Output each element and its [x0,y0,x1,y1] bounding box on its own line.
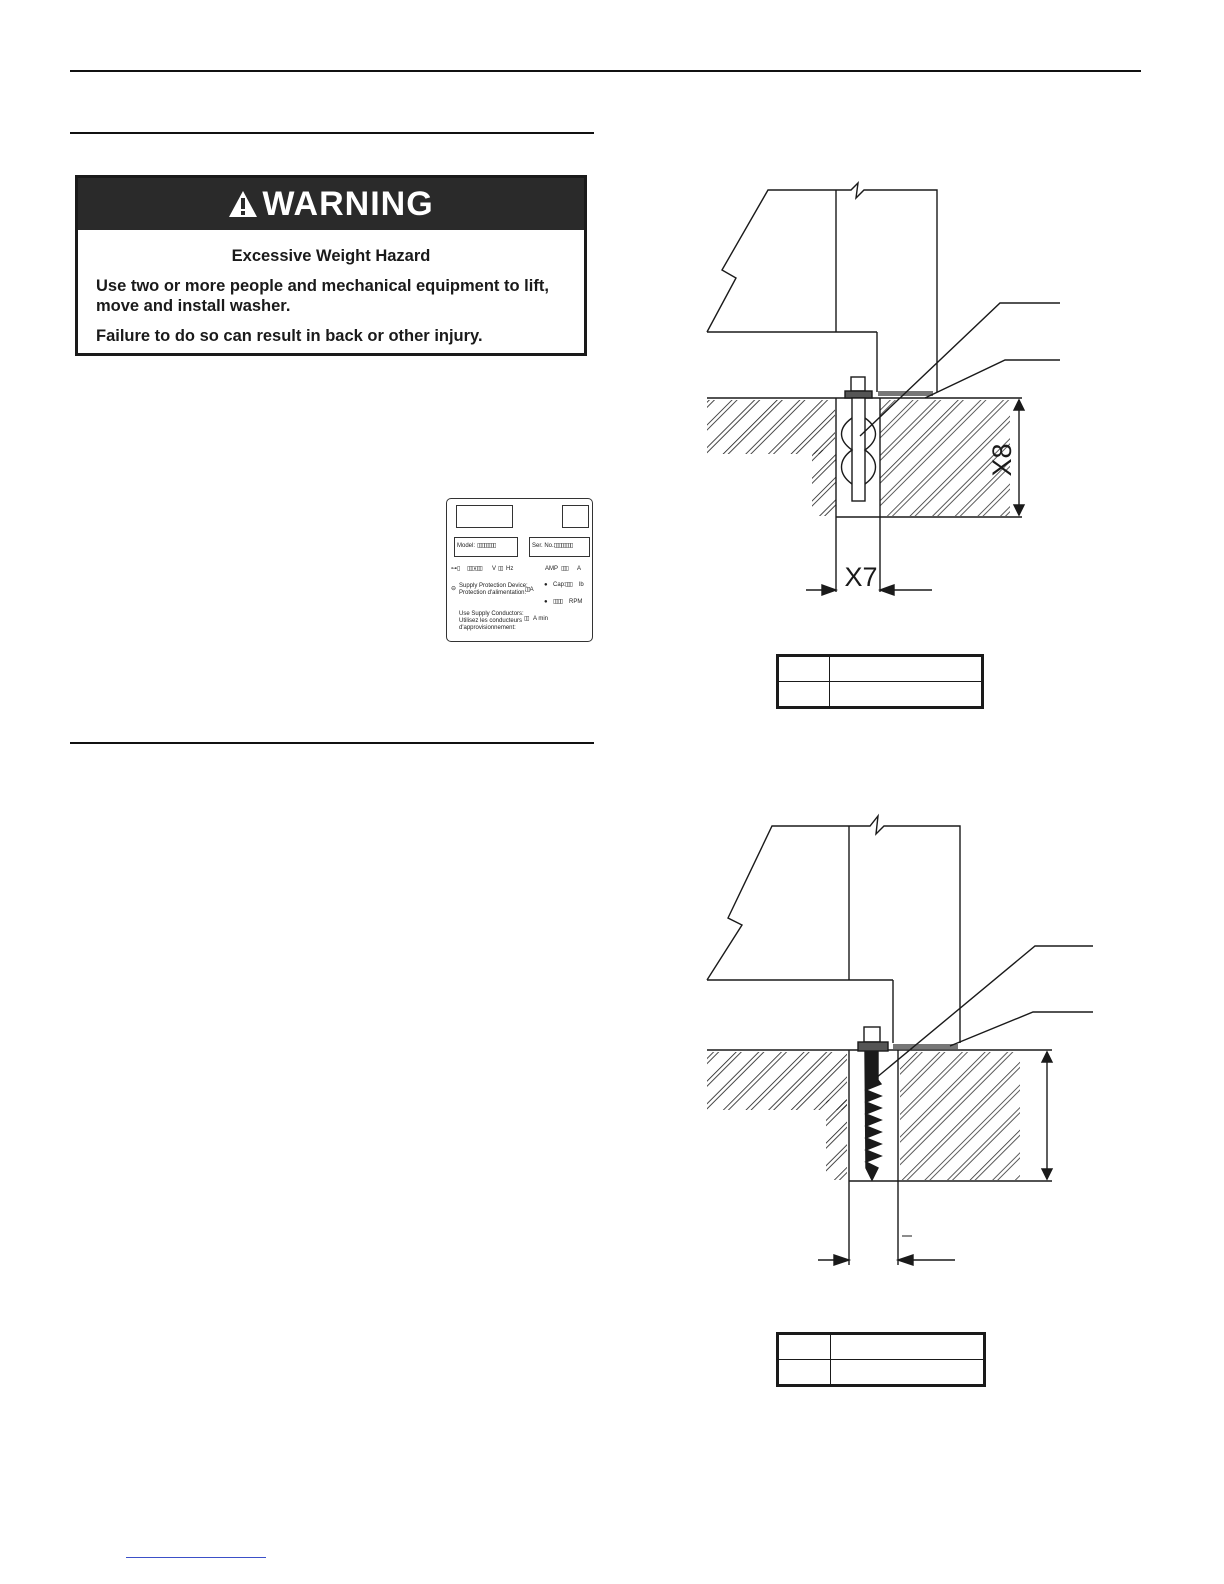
plate-v-label: V [492,566,497,572]
dim-label-x8: X8 [987,443,1017,477]
plate-volt-cells: ▯▯▯-▯▯▯ [467,566,482,572]
warning-title: Excessive Weight Hazard [231,247,431,265]
table-cell [830,656,983,682]
plate-serial-label: Ser. No.: [532,543,556,549]
plate-amp-label: AMP [545,566,559,572]
plate-lb-label: lb [579,582,584,588]
plate-amin-label: A min [533,616,549,622]
table-cell [778,1334,831,1360]
spec-table-2 [776,1332,986,1387]
warning-line-1: Use two or more people and mechanical equipment to lift, move and install washer. [96,277,549,315]
plate-supply-protection: Supply Protection Device: [459,583,528,589]
table-cell [778,1360,831,1386]
table-cell [831,1334,985,1360]
plate-approvisionnement: d'approvisionnement: [459,625,516,631]
plate-a-label: A [577,566,582,572]
table-cell [778,682,830,708]
warning-header-text: WARNING [262,184,434,223]
plate-rpm-label: RPM [569,599,583,605]
plate-use-supply: Use Supply Conductors: [459,611,524,617]
plate-protection-fr: Protection d'alimentation: [459,590,527,596]
dim-label-x7: X7 [844,562,878,592]
plate-fuse-cells: ▯▯A [525,587,533,593]
plate-utilisez: Utilisez les conducteurs [459,618,523,624]
table-cell [778,656,830,682]
warning-line-2: Failure to do so can result in back or other injury. [96,327,483,345]
plate-amp-cells: ▯▯▯ [561,566,568,572]
footer-link-underline[interactable] [126,1557,266,1558]
figure-expansion-anchor [707,183,1060,595]
plate-hz-cells: ▯▯ [498,566,503,572]
plate-rpm-cells: ▯▯▯▯ [553,599,563,605]
plate-hz-label: Hz [506,566,514,572]
plate-plug-icon: ⊶▯ [451,566,461,572]
spec-table-1 [776,654,984,709]
table-cell [831,1360,985,1386]
plate-weight-icon: ● [544,582,548,588]
plate-cap-cells: ▯▯▯ [565,582,572,588]
plate-conductor-cells: ▯▯ [524,616,529,622]
table-cell [830,682,983,708]
plate-fuse-icon: ⊖ [451,586,457,592]
plate-serial-cells: ▯▯▯▯▯▯▯▯ [554,543,573,549]
plate-cap-label: Cap: [553,582,566,588]
plate-spin-icon: ● [544,599,548,605]
plate-model-label: Model: [457,543,476,549]
plate-model-cells: ▯▯▯▯▯▯▯▯ [477,543,496,549]
figure-lag-screw [707,816,1093,1265]
